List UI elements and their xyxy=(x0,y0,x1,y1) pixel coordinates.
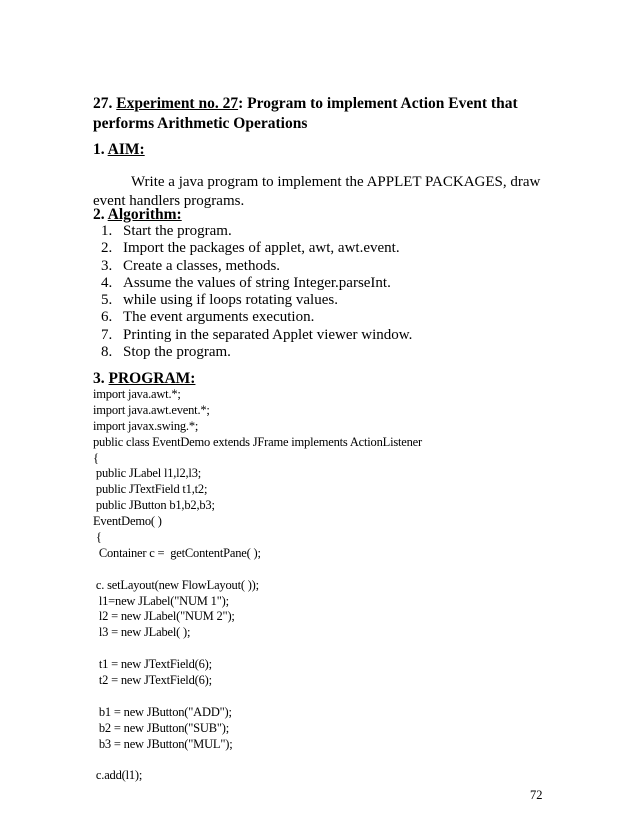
experiment-title xyxy=(93,94,553,134)
code-line: { xyxy=(93,530,102,545)
algorithm-steps xyxy=(101,223,412,361)
code-line: { xyxy=(93,450,99,465)
code-line: l2 = new JLabel("NUM 2"); xyxy=(93,609,235,624)
algorithm-step: 7. Printing in the separated Applet viewer window. xyxy=(101,326,413,343)
algorithm-heading xyxy=(93,206,182,224)
code-line xyxy=(93,689,422,705)
program-code xyxy=(93,387,422,784)
algorithm-step: 8. Stop the program. xyxy=(101,344,231,361)
code-line: public class EventDemo extends JFrame implements ActionListener xyxy=(93,434,422,449)
code-line: c.add(l1); xyxy=(93,768,143,783)
code-line: b1 = new JButton("ADD"); xyxy=(93,704,232,719)
algorithm-step: 2. Import the packages of applet, awt, awt.event. xyxy=(101,240,400,257)
title-experiment-label: Experiment no. 27 xyxy=(116,95,239,112)
code-line: import java.awt.*; xyxy=(93,387,181,401)
aim-text-line2: event handlers programs. xyxy=(93,193,245,209)
code-line xyxy=(93,641,422,657)
code-line: b2 = new JButton("SUB"); xyxy=(93,720,230,735)
page-number: 72 xyxy=(530,788,543,802)
program-heading xyxy=(93,370,195,388)
code-line xyxy=(93,562,422,578)
code-line: public JLabel l1,l2,l3; xyxy=(93,466,202,481)
title-number: 27. xyxy=(93,95,117,112)
program-number: 3. xyxy=(93,370,109,387)
code-line: l3 = new JLabel( ); xyxy=(93,625,191,640)
aim-label: AIM: xyxy=(107,141,145,158)
code-line: Container c = getContentPane( ); xyxy=(93,545,261,560)
code-line: t2 = new JTextField(6); xyxy=(93,673,212,688)
algorithm-step: 3. Create a classes, methods. xyxy=(101,257,281,274)
algorithm-step: 1. Start the program. xyxy=(101,223,232,239)
code-line: t1 = new JTextField(6); xyxy=(93,657,212,672)
algorithm-step: 5. while using if loops rotating values. xyxy=(101,292,338,309)
code-line: public JTextField t1,t2; xyxy=(93,482,208,497)
aim-heading xyxy=(93,141,145,159)
aim-text-line1: Write a java program to implement the APPLET PACKAGES, draw xyxy=(131,174,541,190)
code-line: l1=new JLabel("NUM 1"); xyxy=(93,593,229,608)
algorithm-number: 2. xyxy=(93,206,108,223)
code-line: b3 = new JButton("MUL"); xyxy=(93,736,233,751)
algorithm-label: Algorithm: xyxy=(107,206,182,223)
code-line: import javax.swing.*; xyxy=(93,418,199,433)
algorithm-step: 4. Assume the values of string Integer.parseInt. xyxy=(101,274,391,291)
code-line: public JButton b1,b2,b3; xyxy=(93,498,215,513)
code-line: c. setLayout(new FlowLayout( )); xyxy=(93,577,259,592)
algorithm-step: 6. The event arguments execution. xyxy=(101,309,315,326)
title-text-line1: : Program to implement Action Event that xyxy=(238,95,518,112)
code-line: EventDemo( ) xyxy=(93,514,162,529)
title-text-line2: performs Arithmetic Operations xyxy=(93,115,308,132)
code-line: import java.awt.event.*; xyxy=(93,402,210,417)
program-label: PROGRAM: xyxy=(108,370,196,387)
aim-number: 1. xyxy=(93,141,108,158)
code-line xyxy=(93,752,422,768)
